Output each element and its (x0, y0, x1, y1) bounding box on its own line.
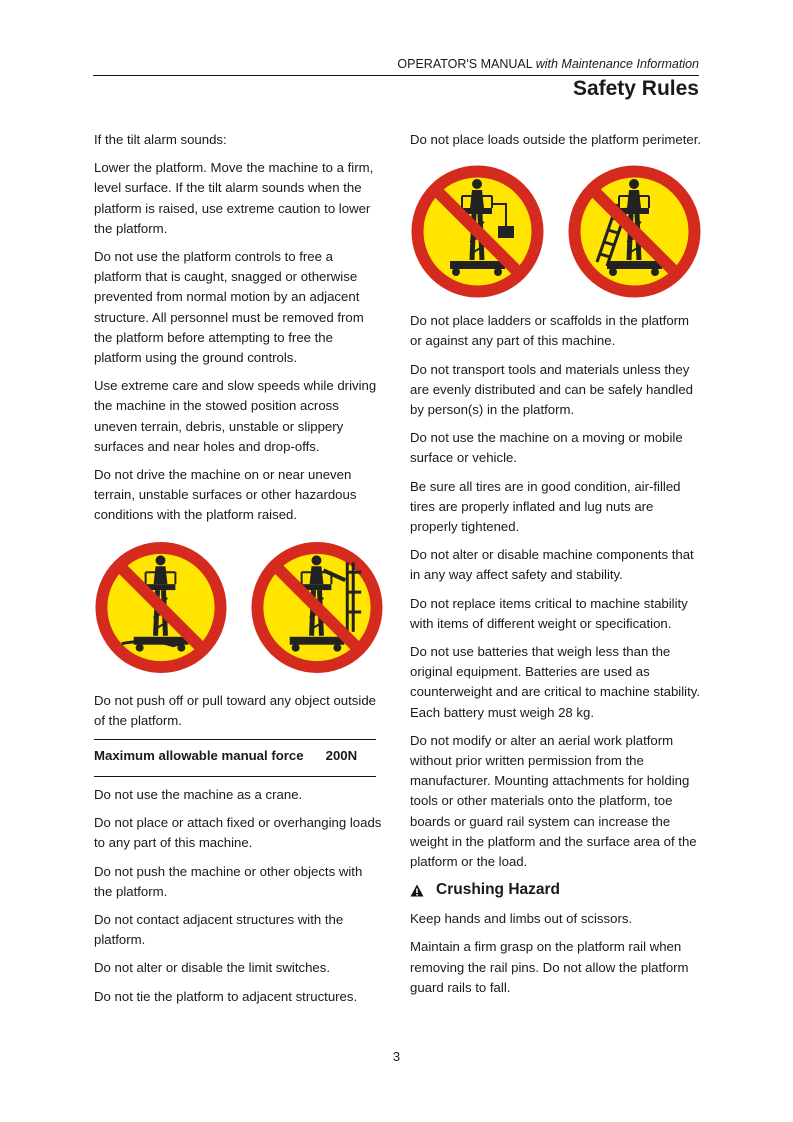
manual-header (93, 57, 699, 71)
force-value: 200N (325, 748, 358, 764)
paragraph: If the tilt alarm sounds: (94, 132, 227, 147)
paragraph: Do not modify or alter an aerial work platform without prior written permission from the manufacturer. Mounting attachments for holding tools or other materials onto the platform, toe boards or guard rail system can increase the weight in the platform and the surface area of the platform or the load. (410, 732, 697, 870)
left-column (94, 130, 384, 1015)
no-overhanging-loads-sign-icon (410, 164, 545, 299)
no-ladders-sign-icon (567, 164, 702, 299)
paragraph: Maintain a firm grasp on the platform rail when removing the rail pins. Do not allow the platform guard rails to fall. (410, 939, 689, 995)
paragraph: Do not use the machine as a crane. (94, 787, 303, 803)
page-number: 3 (392, 1049, 401, 1064)
paragraph: Do not replace items critical to machine stability with items of different weight or specification. (410, 595, 688, 631)
paragraph: Do not tie the platform to adjacent structures. (94, 988, 358, 1004)
no-driving-raised-uneven-sign-icon (94, 540, 228, 675)
paragraph: Do not transport tools and materials unless they are evenly distributed and can be safely handled by person(s) in the platform. (410, 361, 693, 418)
hazard-heading-text: Crushing Hazard (436, 881, 561, 899)
paragraph: Do not drive the machine on or near uneven terrain, unstable surfaces or other hazardous conditions with the platform raised. (94, 467, 357, 523)
paragraph: Lower the platform. Move the machine to a firm, level surface. If the tilt alarm sounds when the platform is raised, use extreme caution to lower the platform. (94, 160, 374, 236)
crushing-hazard-heading (410, 880, 702, 900)
paragraph: Keep hands and limbs out of scissors. (410, 911, 633, 927)
paragraph: Do not use batteries that weigh less than the original equipment. Batteries are used as counterweight and are critical to machine stability. Each battery must weigh 28 kg. (410, 644, 701, 720)
manual-subtitle: with Maintenance Information (535, 57, 699, 71)
paragraph: Do not place ladders or scaffolds in the platform or against any part of this machine. (410, 313, 690, 349)
header-rule (93, 75, 699, 76)
paragraph: Do not alter or disable machine components that in any way affect safety and stability. (410, 547, 694, 583)
paragraph: Do not place or attach fixed or overhanging loads to any part of this machine. (94, 815, 382, 851)
safety-sign-row (410, 164, 702, 299)
paragraph: Do not place loads outside the platform perimeter. (410, 132, 702, 147)
max-manual-force-box (94, 739, 376, 777)
paragraph: Do not use the platform controls to free a platform that is caught, snagged or otherwise prevented from normal motion by an adjacent structure. All personnel must be removed from the platform before attempting to free the platform using the ground controls. (94, 249, 364, 366)
manual-title: OPERATOR'S MANUAL (397, 57, 533, 71)
paragraph: Use extreme care and slow speeds while driving the machine in the stowed position across uneven terrain, debris, unstable or slippery surfaces and near holes and drop-offs. (94, 378, 377, 454)
safety-sign-row (94, 540, 384, 675)
paragraph: Do not use the machine on a moving or mobile surface or vehicle. (410, 430, 683, 466)
paragraph: Be sure all tires are in good condition, air-filled tires are properly inflated and lug nuts are properly tightened. (410, 478, 681, 535)
right-column (410, 130, 702, 1006)
force-label: Maximum allowable manual force (94, 748, 304, 764)
paragraph: Do not push the machine or other objects with the platform. (94, 863, 363, 899)
paragraph: Do not alter or disable the limit switches. (94, 960, 331, 976)
section-title: Safety Rules (572, 77, 699, 100)
paragraph: Do not push off or pull toward any object outside of the platform. (94, 692, 376, 728)
warning-triangle-icon (410, 884, 424, 897)
no-pushing-objects-sign-icon (250, 540, 384, 675)
paragraph: Do not contact adjacent structures with the platform. (94, 912, 344, 948)
